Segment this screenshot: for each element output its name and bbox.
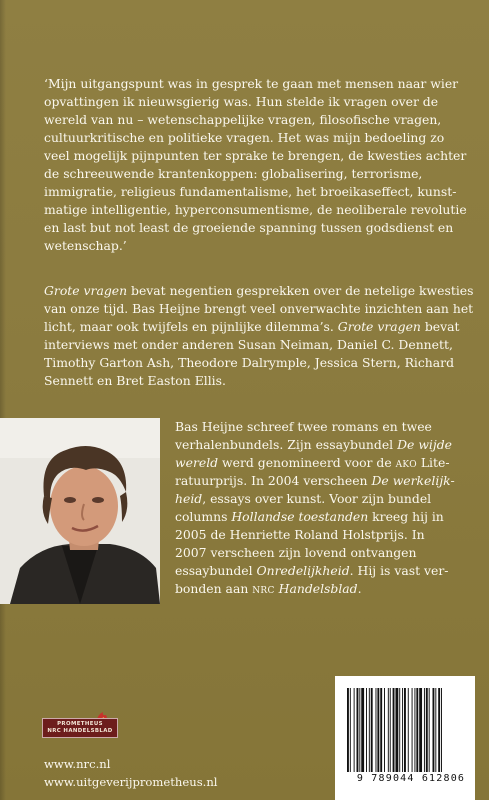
quote-line: veel mogelijk pijnpunten ter sprake te brengen, de kwesties achter (44, 148, 467, 163)
bio-line: ratuurprijs. In 2004 verscheen De werkelijk- (175, 473, 455, 488)
bio-line: wereld werd genomineerd voor de ako Lite- (175, 455, 450, 470)
blurb-line: van onze tijd. Bas Heijne brengt veel onverwachte inzichten aan het (44, 301, 474, 316)
url-prometheus: www.uitgeverijprometheus.nl (44, 775, 218, 789)
book-title: heid (175, 491, 203, 506)
bio-line: Bas Heijne schreef twee romans en twee (175, 419, 432, 434)
quote-line: opvattingen ik nieuwsgierig was. Hun stelde ik vragen over de (44, 94, 439, 109)
author-photo (0, 418, 160, 604)
quote-line: cultuurkritische en politieke vragen. Het was mijn bedoeling zo (44, 130, 445, 145)
bio-line: 2005 de Henriette Roland Holstprijs. In (175, 527, 425, 542)
book-blurb (44, 282, 474, 390)
logo-text-nrc: NRC HANDELSBLAD (47, 728, 113, 734)
blurb-line: Timothy Garton Ash, Theodore Dalrymple, Jessica Stern, Richard (44, 355, 455, 370)
quote-line: de schreeuwende krantenkoppen: globalisering, terrorisme, (44, 166, 423, 181)
book-title: Onredelijkheid (256, 563, 350, 578)
quote-line: en last but not least de groeiende spanning tussen godsdienst en (44, 220, 454, 235)
book-title: Grote vragen (337, 319, 421, 334)
bio-line: columns Hollandse toestanden kreeg hij in (175, 509, 444, 524)
book-title: De werkelijk- (371, 473, 455, 488)
blurb-line: interviews met onder anderen Susan Neiman, Daniel C. Dennett, (44, 337, 453, 352)
author-bio (175, 418, 465, 598)
ako-abbrev: ako (395, 455, 417, 470)
blurb-line: Grote vragen bevat negentien gesprekken over de netelige kwesties (44, 283, 474, 298)
bio-line: heid, essays over kunst. Voor zijn bundel (175, 491, 432, 506)
quote-line: wetenschap.’ (44, 238, 127, 253)
quote-line: matige intelligentie, hyperconsumentisme, de neoliberale revolutie (44, 202, 467, 217)
url-nrc: www.nrc.nl (44, 757, 111, 771)
author-portrait-image (0, 418, 160, 604)
nrc-abbrev: nrc (252, 581, 275, 596)
bio-line: 2007 verscheen zijn lovend ontvangen (175, 545, 417, 560)
quote-line: immigratie, religieus fundamentalisme, het broeikaseffect, kunst- (44, 184, 457, 199)
bio-line: essaybundel Onredelijkheid. Hij is vast ver- (175, 563, 449, 578)
book-title: De wijde (397, 437, 452, 452)
logo-text-prometheus: PROMETHEUS (57, 721, 103, 727)
spine-shadow (0, 0, 6, 800)
isbn-number: 9 789044 612806 (356, 773, 466, 784)
blurb-line: Sennett en Bret Easton Ellis. (44, 373, 226, 388)
bio-line: verhalenbundels. Zijn essaybundel De wijde (175, 437, 452, 452)
newspaper-title: Handelsblad (274, 581, 358, 596)
quote-line: wereld van nu – wetenschappelijke vragen, filosofische vragen, (44, 112, 442, 127)
book-title: Hollandse toestanden (231, 509, 369, 524)
publisher-logo (42, 712, 118, 738)
blurb-line: licht, maar ook twijfels en pijnlijke dilemma’s. Grote vragen bevat (44, 319, 460, 334)
quote-line: ‘Mijn uitgangspunt was in gesprek te gaan met mensen naar wier (44, 76, 459, 91)
book-title: wereld (175, 455, 219, 470)
bio-line: bonden aan nrc Handelsblad. (175, 581, 362, 596)
book-title: Grote vragen (44, 283, 128, 298)
author-quote (44, 75, 467, 255)
